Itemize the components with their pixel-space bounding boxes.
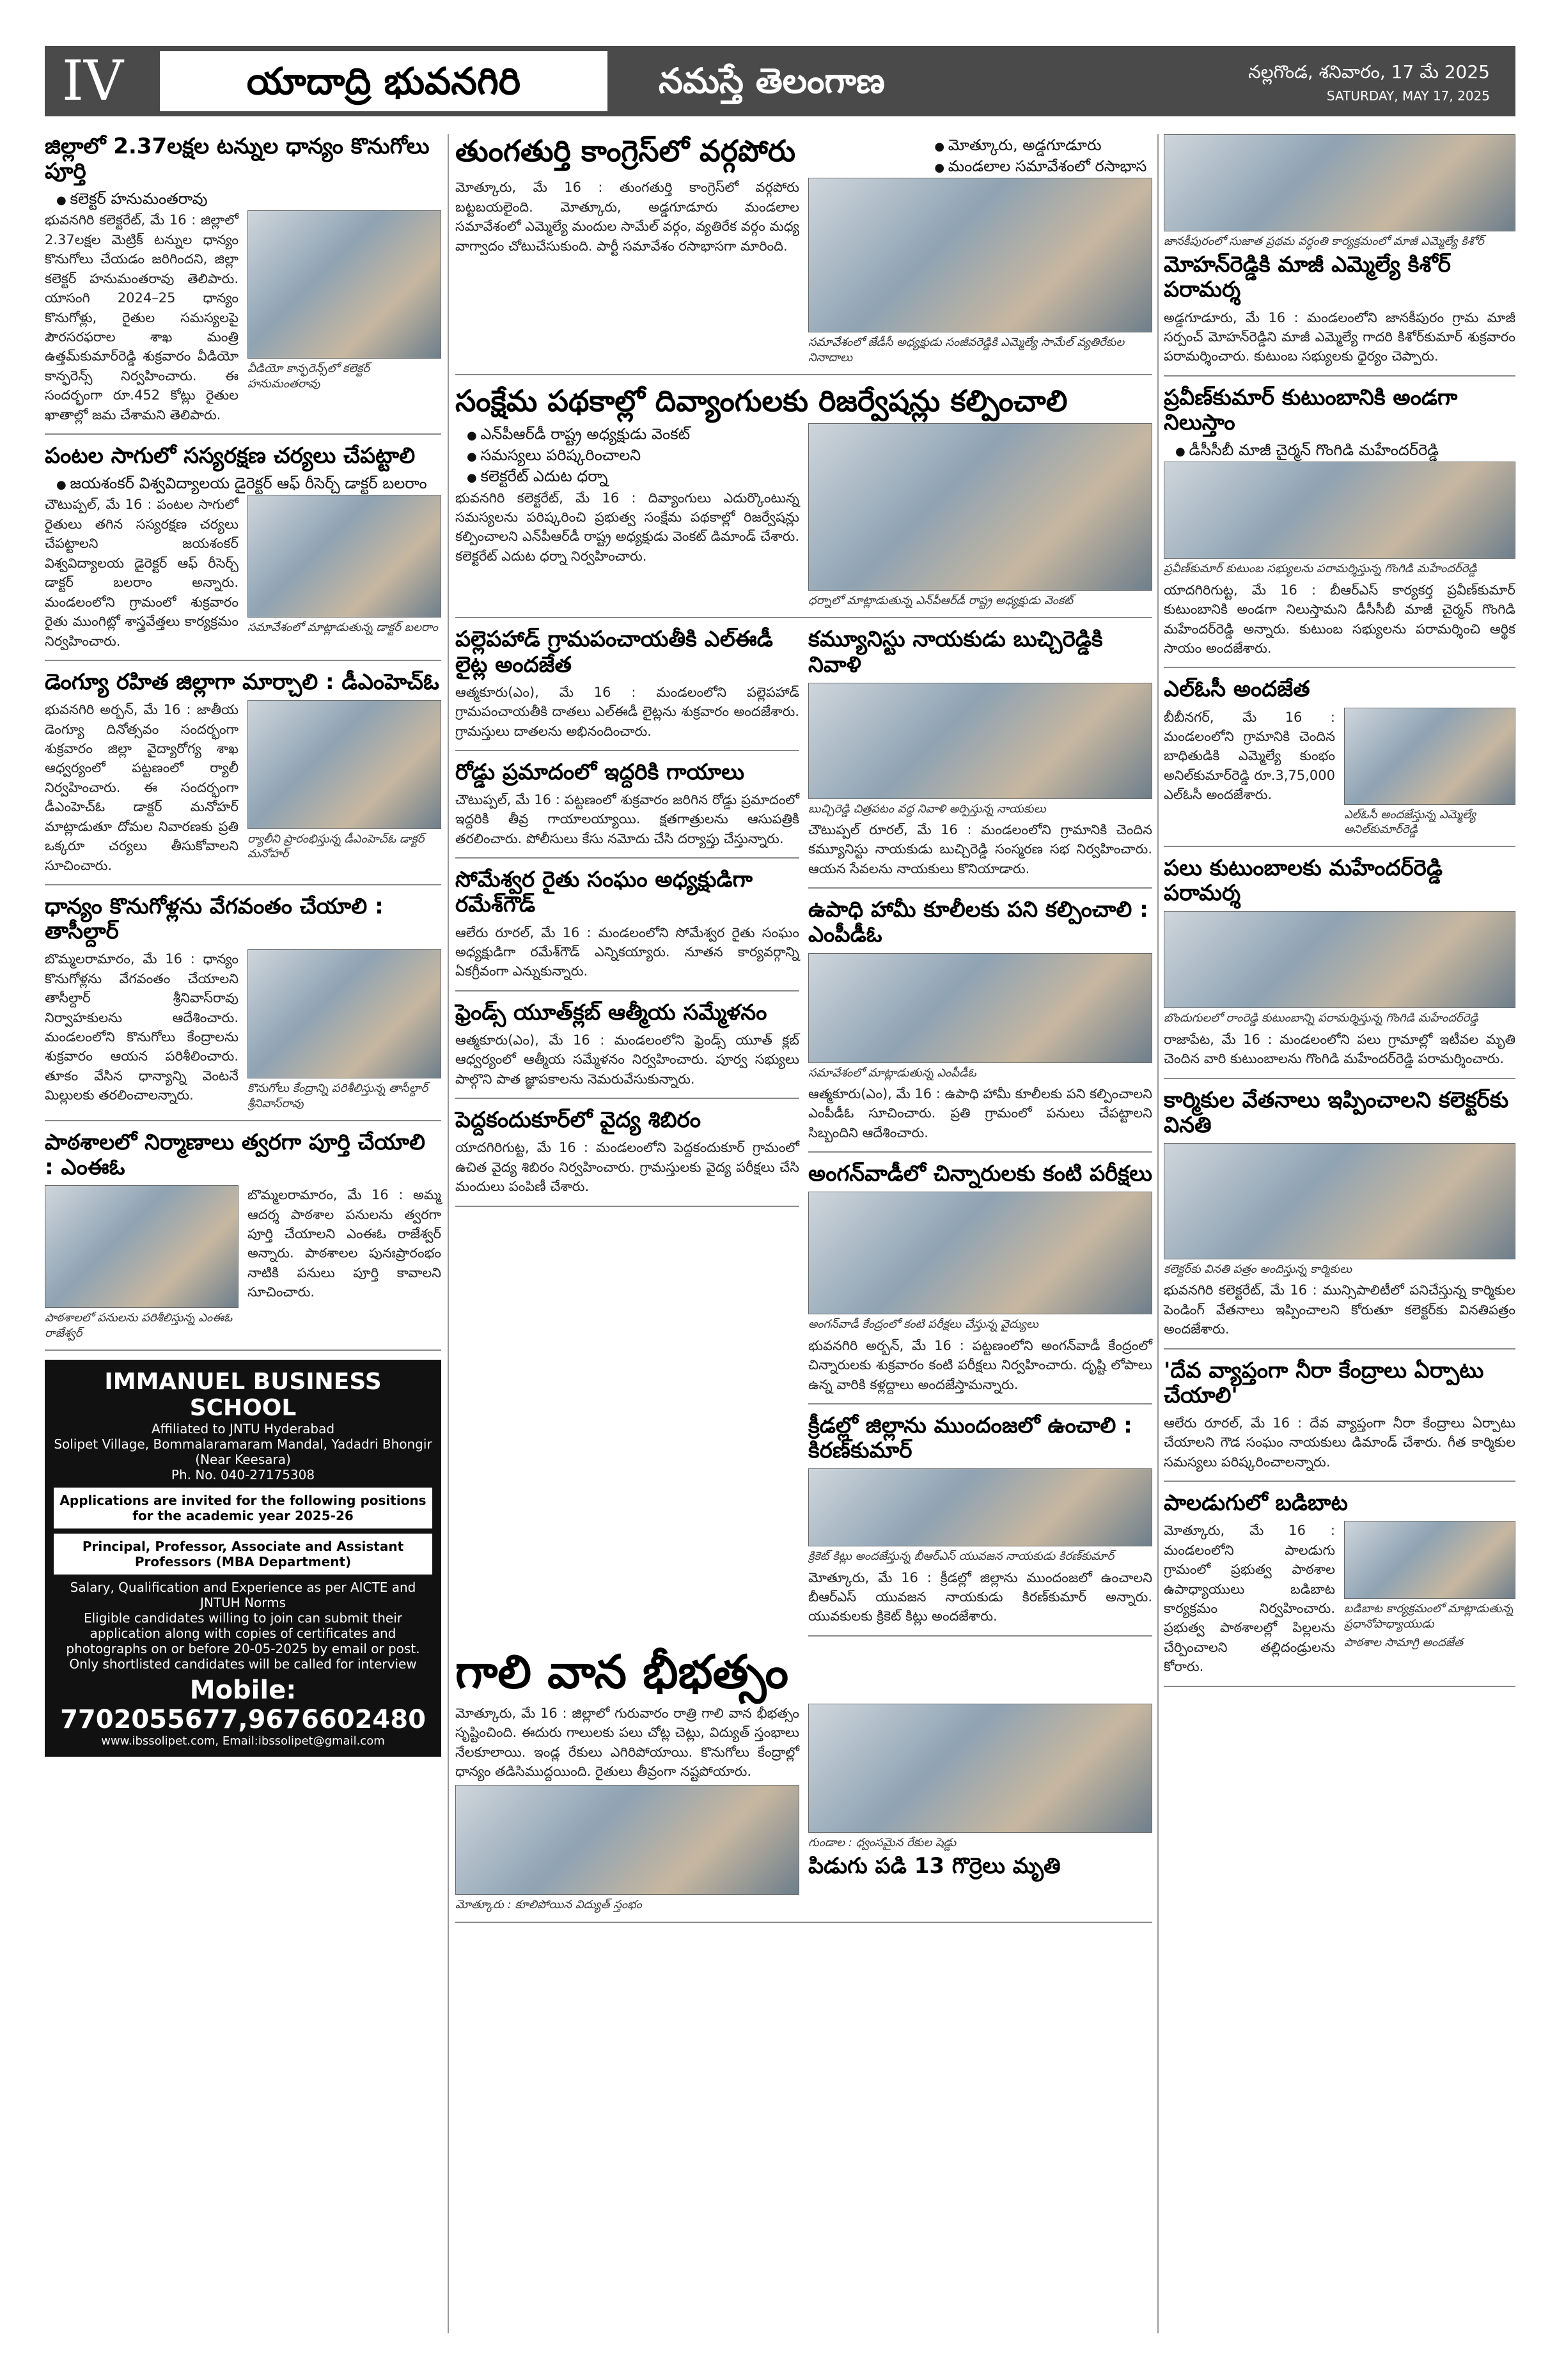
- photo-caption: ఎల్ఓసీ అందజేస్తున్న ఎమ్మెల్యే అనిల్‌కుమార్‌రెడ్డి: [1344, 807, 1476, 836]
- article: [1164, 1358, 1515, 1482]
- article-body: యాదగిరిగుట్ట, మే 16 : మండలంలోని పెద్దకందుకూర్ గ్రామంలో ఉచిత వైద్య శిబిరం నిర్వహించారు. గ్రామస్తులకు వైద్య పరీక్షలు చేసి మందులు పంపిణీ చేశారు.: [455, 1140, 799, 1195]
- article-body: మోత్కూరు, మే 16 : క్రీడల్లో జిల్లాను ముందంజలో ఉంచాలని బీఆర్ఎస్ యువజన నాయకుడు కిరణ్‌కుమార్ అన్నారు. యువకులకు క్రికెట్ కిట్లు అందజేశారు.: [808, 1569, 1152, 1624]
- headline: రోడ్డు ప్రమాదంలో ఇద్దరికి గాయాలు: [455, 759, 744, 785]
- subhead: ● జయశంకర్ విశ్వవిద్యాలయ డైరెక్టర్ ఆఫ్ రీసెర్చ్ డాక్టర్ బలరాం: [56, 474, 441, 494]
- article-body: చౌటుప్పల్ రూరల్, మే 16 : మండలంలోని గ్రామానికి చెందిన కమ్యూనిస్టు నాయకుడు బుచ్చిరెడ్డి సంస్మరణ సభ నిర్వహించారు. ఆయన సేవలను నాయకులు కొనియాడారు.: [808, 822, 1152, 876]
- ad-affiliation: Affiliated to JNTU Hyderabad: [151, 1420, 335, 1436]
- article-body: భువనగిరి కలెక్టరేట్, మే 16 : జిల్లాలో 2.37లక్షల మెట్రిక్ టన్నుల ధాన్యం కొనుగోలు చేయడం జరిగిందని, జిల్లా కలెక్టర్ హనుమంతరావు తెలిపారు. యాసంగి 2024–25 ధాన్యం కొనుగోళ్లు, రైతుల సమస్యలపై పౌరసరఫరాల శాఖ మంత్రి ఉత్తమ్‌కుమార్‌రెడ్డి శుక్రవారం వీడియో కాన్ఫరెన్స్ నిర్వహించారు. ఈ సందర్భంగా రూ.452 కోట్లు రైతుల ఖాతాల్లో జమ చేశామని తెలిపారు.: [45, 212, 239, 423]
- article: [455, 627, 799, 751]
- photo-caption: ప్రవీణ్‌కుమార్ కుటుంబ సభ్యులను పరామర్శిస్తున్న గొంగిడి మహేందర్‌రెడ్డి: [1164, 562, 1477, 576]
- article: [45, 670, 441, 885]
- subhead: ● కలెక్టరేట్ ఎదుట ధర్నా: [467, 467, 799, 486]
- article: [455, 867, 799, 992]
- date-english: SATURDAY, MAY 17, 2025: [1326, 88, 1490, 104]
- news-photo: [808, 423, 1152, 591]
- photo-caption: అంగన్‌వాడీ కేంద్రంలో కంటి పరీక్షలు చేస్తున్న వైద్యులు: [808, 1318, 1038, 1332]
- article-body: ఆత్మకూరు(ఎం), మే 16 : మండలంలోని పల్లెపహాడ్ గ్రామపంచాయతీకి దాతలు ఎల్ఈడీ లైట్లను శుక్రవారం అందజేశారు. గ్రామస్తులు దాతలను అభినందించారు.: [455, 684, 799, 739]
- news-photo: [1164, 134, 1515, 231]
- article-body: ఆత్మకూరు(ఎం), మే 16 : ఉపాధి హామీ కూలీలకు పని కల్పించాలని ఎంపీడీఓ సూచించారు. ప్రతి గ్రామంలో పనులు చేపట్టాలని సిబ్బందిని ఆదేశించారు.: [808, 1085, 1152, 1140]
- article-body: ఆత్మకూరు(ఎం), మే 16 : మండలంలోని ఫ్రెండ్స్ యూత్ క్లబ్ ఆధ్వర్యంలో ఆత్మీయ సమ్మేళనం నిర్వహించారు. పూర్వ సభ్యులు పాల్గొని పాత జ్ఞాపకాలను నెమరువేసుకున్నారు.: [455, 1032, 799, 1087]
- photo-caption: సమావేశంలో మాట్లాడుతున్న ఎంపీడీఓ: [808, 1066, 976, 1080]
- column-left: [45, 134, 441, 1757]
- headline: ధాన్యం కొనుగోళ్లను వేగవంతం చేయాలి : తాసీల్దార్: [45, 894, 384, 945]
- headline: పాఠశాలలో నిర్మాణాలు త్వరగా పూర్తి చేయాలి : ఎంఈఓ: [45, 1129, 425, 1181]
- photo-caption: కలెక్టర్‌కు వినతి పత్రం అందిస్తున్న కార్మికులు: [1164, 1262, 1352, 1276]
- news-photo: [455, 1785, 799, 1895]
- ad-school-name: IMMANUEL BUSINESS SCHOOL: [104, 1368, 382, 1421]
- date-telugu: నల్లగొండ, శనివారం, 17 మే 2025: [1248, 61, 1490, 82]
- photo-caption: బడిబాట కార్యక్రమంలో మాట్లాడుతున్న ప్రధానోపాధ్యాయుడు: [1344, 1602, 1514, 1631]
- article: [455, 760, 799, 859]
- photo-caption: గుండాల : ధ్వంసమైన రేకుల షెడ్డు: [808, 1835, 957, 1849]
- news-photo: [1164, 462, 1515, 559]
- article: [45, 444, 441, 661]
- section-title: యాదాద్రి భువనగిరి: [160, 51, 607, 111]
- article: [45, 1130, 441, 1351]
- headline: కార్మికుల వేతనాలు ఇప్పించాలని కలెక్టర్‌కు వినతి: [1164, 1087, 1509, 1138]
- news-photo: [1344, 708, 1515, 805]
- news-photo: [808, 1704, 1152, 1833]
- article: [808, 898, 1152, 1153]
- article: [45, 894, 441, 1121]
- article: [455, 1108, 799, 1206]
- paper-name: నమస్తే తెలంగాణ: [659, 61, 885, 101]
- headline: జిల్లాలో 2.37లక్షల టన్నుల ధాన్యం కొనుగోలు పూర్తి: [45, 134, 430, 185]
- ad-apply: Eligible candidates willing to join can submit their application along with copies of certificates and photographs on or before 20-05-2025 by email or post. Only shortlisted candidates will be called for interview: [66, 1610, 420, 1672]
- article-body: భువనగిరి అర్బన్, మే 16 : పట్టణంలోని అంగన్‌వాడీ కేంద్రంలో చిన్నారులకు శుక్రవారం కంటి పరీక్షలు నిర్వహించారు. దృష్టి లోపాలు ఉన్న వారికి కళ్లద్దాలు అందజేస్తామన్నారు.: [808, 1337, 1152, 1392]
- headline: గాలి వాన భీభత్సం: [455, 1644, 789, 1699]
- article-body: భువనగిరి కలెక్టరేట్, మే 16 : మున్సిపాలిటీలో పనిచేస్తున్న కార్మికుల పెండింగ్ వేతనాలు ఇప్పించాలని కోరుతూ కలెక్టర్‌కు వినతిపత్రం అందజేశారు.: [1164, 1282, 1515, 1337]
- headline: ఉపాధి హామీ కూలీలకు పని కల్పించాలి : ఎంపీడీఓ: [808, 897, 1148, 948]
- headline: డెంగ్యూ రహిత జిల్లాగా మార్చాలి : డీఎంహెచ్ఓ: [45, 669, 439, 695]
- headline: పాలడుగులో బడిబాట: [1164, 1490, 1348, 1516]
- headline: సోమేశ్వర రైతు సంఘం అధ్యక్షుడిగా రమేశ్‌గౌడ్: [455, 867, 753, 918]
- news-photo: [1164, 911, 1515, 1008]
- news-photo: [808, 1468, 1152, 1546]
- article: [1164, 134, 1515, 377]
- subhead: ● మోత్కూరు, అడ్డగూడూరు: [934, 136, 1152, 155]
- news-photo: [808, 683, 1152, 799]
- news-photo: [1344, 1521, 1515, 1599]
- news-photo: [45, 1185, 239, 1308]
- photo-caption: జానకీపురంలో సుజాత ప్రథమ వర్ధంతి కార్యక్రమంలో మాజీ ఎమ్మెల్యే కిశోర్: [1164, 235, 1484, 248]
- headline: క్రీడల్లో జిల్లాను ముందంజలో ఉంచాలి : కిరణ్‌కుమార్: [808, 1413, 1132, 1464]
- article: [808, 1413, 1152, 1637]
- photo-caption: కొనుగోలు కేంద్రాన్ని పరిశీలిస్తున్న తాసీల్దార్ శ్రీనివాస్‌రావు: [247, 1082, 428, 1110]
- headline: ఫ్రెండ్స్ యూత్‌క్లబ్ ఆత్మీయ సమ్మేళనం: [455, 999, 767, 1025]
- headline: ప్రవీణ్‌కుమార్ కుటుంబానికి అండగా నిలుస్తాం: [1164, 384, 1458, 435]
- article: [1164, 1491, 1515, 1687]
- ad-notice: Applications are invited for the following positions for the academic year 2025-26: [54, 1488, 432, 1528]
- news-photo: [808, 1192, 1152, 1314]
- photo-caption: ర్యాలీని ప్రారంభిస్తున్న డీఎంహెచ్ఓ డాక్టర్ మనోహర్: [247, 832, 425, 861]
- news-photo: [247, 210, 441, 359]
- photo-caption: సమావేశంలో జేడీసీ అధ్యక్షుడు సంజీవరెడ్డికి ఎమ్మెల్యే సామేల్ వ్యతిరేకుల నినాదాలు: [808, 336, 1125, 364]
- headline: సంక్షేమ పథకాల్లో దివ్యాంగులకు రిజర్వేషన్లు కల్పించాలి: [455, 384, 1068, 419]
- news-photo: [808, 953, 1152, 1063]
- article-body: బొమ్మలరామారం, మే 16 : ధాన్యం కొనుగోళ్లను వేగవంతం చేయాలని తాసీల్దార్ శ్రీనివాస్‌రావు నిర్వాహకులను ఆదేశించారు. మండలంలోని కొనుగోలు కేంద్రాలను శుక్రవారం ఆయన పరిశీలించారు. తూకం వేసిన ధాన్యాన్ని వెంటనే మిల్లులకు తరలించాలన్నారు.: [45, 951, 239, 1103]
- article: [455, 134, 1152, 375]
- page-number: IV: [61, 49, 124, 113]
- article-body: మోత్కూరు, మే 16 : తుంగతుర్తి కాంగ్రెస్‌లో వర్గపోరు బట్టబయలైంది. మోత్కూరు, అడ్డగూడూరు మండలాల సమావేశంలో ఎమ్మెల్యే మందుల సామేల్ వర్గం, వ్యతిరేక వర్గం మధ్య వాగ్వాదం చోటుచేసుకుంది. పార్టీ సమావేశం రసాభాసగా మారింది.: [455, 180, 799, 254]
- headline: పెద్దకందుకూర్‌లో వైద్య శిబిరం: [455, 1107, 701, 1133]
- article-body: యాదగిరిగుట్ట, మే 16 : బీఆర్ఎస్ కార్యకర్త ప్రవీణ్‌కుమార్ కుటుంబానికి అండగా నిలుస్తామని డీసీసీబీ మాజీ చైర్మన్ గొంగిడి మహేందర్‌రెడ్డి అన్నారు. కుటుంబ సభ్యులను పరామర్శించి ఆర్థిక సాయం అందజేశారు.: [1164, 582, 1515, 656]
- photo-caption: పాఠశాల సామాగ్రి అందజేత: [1344, 1636, 1464, 1649]
- article: [808, 627, 1152, 889]
- advertisement: [45, 1360, 441, 1757]
- subhead: ● సమస్యలు పరిష్కరించాలని: [467, 446, 799, 465]
- article: [45, 134, 441, 435]
- article: [1164, 385, 1515, 669]
- column-right: [1164, 134, 1515, 1696]
- article-body: చౌటుప్పల్, మే 16 : పంటల సాగులో రైతులు తగిన సస్యరక్షణ చర్యలు చేపట్టాలని జయశంకర్ విశ్వవిద్యాలయ డైరెక్టర్ ఆఫ్ రీసెర్చ్ డాక్టర్ బలరాం అన్నారు. మండలంలోని గ్రామంలో శుక్రవారం రైతు ముంగిట్లో శాస్త్రవేత్తలు కార్యక్రమం నిర్వహించారు.: [45, 497, 239, 649]
- photo-caption: క్రికెట్ కిట్లు అందజేస్తున్న బీఆర్ఎస్ యువజన నాయకుడు కిరణ్‌కుమార్: [808, 1550, 1115, 1564]
- article: [455, 1000, 799, 1099]
- article-body: చౌటుప్పల్, మే 16 : పట్టణంలో శుక్రవారం జరిగిన రోడ్డు ప్రమాదంలో ఇద్దరికి తీవ్ర గాయాలయ్యాయి. క్షతగాత్రులను ఆసుపత్రికి తరలించారు. పోలీసులు కేసు నమోదు చేసి దర్యాప్తు చేస్తున్నారు.: [455, 792, 799, 846]
- ad-posts: Principal, Professor, Associate and Assistant Professors (MBA Department): [54, 1534, 432, 1575]
- news-photo: [1164, 1143, 1515, 1259]
- headline: అంగన్‌వాడీలో చిన్నారులకు కంటి పరీక్షలు: [808, 1161, 1152, 1187]
- subhead: ● డీసీసీబీ మాజీ చైర్మన్ గొంగిడి మహేందర్‌రెడ్డి: [1175, 440, 1515, 460]
- headline: ఎల్ఓసీ అందజేత: [1164, 676, 1310, 703]
- headline: మోహన్‌రెడ్డికి మాజీ ఎమ్మెల్యే కిశోర్ పరామర్శ: [1164, 252, 1451, 303]
- photo-caption: సమావేశంలో మాట్లాడుతున్న డాక్టర్ బలరాం: [247, 621, 438, 635]
- photo-caption: ధర్నాలో మాట్లాడుతున్న ఎన్‌పీఆర్‌డీ రాష్ట్ర అధ్యక్షుడు వెంకట్: [808, 594, 1074, 608]
- article-body: అడ్డగూడూరు, మే 16 : మండలంలోని జానకీపురం గ్రామ మాజీ సర్పంచ్ మోహన్‌రెడ్డిని మాజీ ఎమ్మెల్యే గాదరి కిశోర్‌కుమార్ శుక్రవారం పరామర్శించారు. కుటుంబ సభ్యులకు ధైర్యం చెప్పారు.: [1164, 309, 1515, 364]
- ad-web: www.ibssolipet.com, Email:ibssolipet@gmail.com: [101, 1734, 385, 1748]
- photo-caption: బొందుగులలో రాంరెడ్డి కుటుంబాన్ని పరామర్శిస్తున్న గొంగిడి మహేందర్‌రెడ్డి: [1164, 1011, 1478, 1025]
- column-middle: [455, 134, 1152, 1932]
- article: [455, 1645, 1152, 1923]
- article-body: భువనగిరి కలెక్టరేట్, మే 16 : దివ్యాంగులు ఎదుర్కొంటున్న సమస్యలను పరిష్కరించి ప్రభుత్వ సంక్షేమ పథకాల్లో రిజర్వేషన్లు కల్పించాలని ఎన్‌పీఆర్‌డీ రాష్ట్ర అధ్యక్షుడు వెంకట్ డిమాండ్ చేశారు. కలెక్టరేట్ ఎదుట ధర్నా నిర్వహించారు.: [455, 490, 799, 564]
- headline: కమ్యూనిస్టు నాయకుడు బుచ్చిరెడ్డికి నివాళి: [808, 626, 1103, 678]
- subhead: ● కలెక్టర్ హనుమంతరావు: [56, 189, 441, 209]
- headline: తుంగతుర్తి కాంగ్రెస్‌లో వర్గపోరు: [455, 134, 796, 168]
- article: [1164, 1088, 1515, 1349]
- article-body: ఆలేరు రూరల్, మే 16 : మండలంలోని సోమేశ్వర రైతు సంఘం అధ్యక్షుడిగా రమేశ్‌గౌడ్ ఎన్నికయ్యారు. నూతన కార్యవర్గాన్ని ఏకగ్రీవంగా ఎన్నుకున్నారు.: [455, 924, 799, 979]
- subhead: ● ఎన్‌పీఆర్‌డీ రాష్ట్ర అధ్యక్షుడు వెంకట్: [467, 424, 799, 444]
- article: [455, 384, 1152, 618]
- article-body: బొమ్మలరామారం, మే 16 : అమ్మ ఆదర్శ పాఠశాల పనులను త్వరగా పూర్తి చేయాలని ఎంఈఓ రాజేశ్వర్ అన్నారు. పాఠశాలల పునఃప్రారంభం నాటికి పనులు పూర్తి కావాలని సూచించారు.: [247, 1187, 441, 1300]
- news-photo: [247, 700, 441, 829]
- headline: పంటల సాగులో సస్యరక్షణ చర్యలు చేపట్టాలి: [45, 443, 416, 469]
- photo-caption: వీడియో కాన్ఫరెన్స్‌లో కలెక్టర్ హనుమంతరావు: [247, 362, 370, 391]
- ad-mobile: Mobile: 7702055677,9676602480: [60, 1675, 426, 1734]
- photo-caption: పాఠశాలలో పనులను పరిశీలిస్తున్న ఎంఈఓ రాజేశ్వర్: [45, 1311, 233, 1340]
- column-divider: [448, 134, 449, 2333]
- subhead: ● మండలాల సమావేశంలో రసాభాస: [934, 157, 1152, 176]
- article-body: ఆలేరు రూరల్, మే 16 : దేవ వ్యాప్తంగా నీరా కేంద్రాలు ఏర్పాటు చేయాలని గౌడ సంఘం నాయకులు డిమాండ్ చేశారు. గీత కార్మికుల సమస్యలు పరిష్కరించాలన్నారు.: [1164, 1415, 1515, 1470]
- headline: పలు కుటుంబాలకు మహేందర్‌రెడ్డి పరామర్శ: [1164, 855, 1443, 906]
- news-photo: [247, 949, 441, 1078]
- article-body: బీబీనగర్, మే 16 : మండలంలోని గ్రామానికి చెందిన బాధితుడికి ఎమ్మెల్యే కుంభం అనిల్‌కుమార్‌రెడ్డి రూ.3,75,000 ఎల్ఓసీ అందజేశారు.: [1164, 709, 1335, 803]
- ad-address: Solipet Village, Bommalaramaram Mandal, Yadadri Bhongir (Near Keesara): [54, 1436, 432, 1467]
- ad-phone: Ph. No. 040-27175308: [171, 1466, 315, 1482]
- news-photo: [247, 495, 441, 618]
- news-photo: [808, 178, 1152, 332]
- photo-caption: మోత్కూరు : కూలిపోయిన విద్యుత్ స్తంభం: [455, 1898, 642, 1912]
- headline: 'దేవ వ్యాప్తంగా నీరా కేంద్రాలు ఏర్పాటు చేయాలి': [1164, 1357, 1484, 1408]
- ad-salary: Salary, Qualification and Experience as per AICTE and JNTUH Norms: [70, 1579, 416, 1610]
- article: [808, 1162, 1152, 1404]
- article-body: భువనగిరి అర్బన్, మే 16 : జాతీయ డెంగ్యూ దినోత్సవం సందర్భంగా శుక్రవారం జిల్లా వైద్యారోగ్య శాఖ ఆధ్వర్యంలో పట్టణంలో ర్యాలీ నిర్వహించారు. ఈ సందర్భంగా డీఎంహెచ్ఓ డాక్టర్ మనోహర్ మాట్లాడుతూ దోమల నివారణకు ప్రతి ఒక్కరూ చర్యలు తీసుకోవాలని సూచించారు.: [45, 702, 239, 873]
- article-body: రాజాపేట, మే 16 : మండలంలోని పలు గ్రామాల్లో ఇటీవల మృతి చెందిన వారి కుటుంబాలను గొంగిడి మహేందర్‌రెడ్డి పరామర్శించారు.: [1164, 1031, 1515, 1067]
- page-header: [45, 46, 1515, 116]
- article: [1164, 856, 1515, 1078]
- article-body: మోత్కూరు, మే 16 : జిల్లాలో గురువారం రాత్రి గాలి వాన భీభత్సం సృష్టించింది. ఈదురు గాలులకు పలు చోట్ల చెట్లు, విద్యుత్ స్తంభాలు నేలకూలాయి. ఇండ్ల రేకులు ఎగిరిపోయాయి. కొనుగోలు కేంద్రాల్లో ధాన్యం తడిసిముద్దయింది. రైతులు తీవ్రంగా నష్టపోయారు.: [455, 1705, 799, 1780]
- column-divider: [1157, 134, 1159, 2333]
- subheadline: పిడుగు పడి 13 గొర్రెలు మృతి: [808, 1853, 1061, 1879]
- headline: పల్లెపహాడ్ గ్రామపంచాయతీకి ఎల్ఈడీ లైట్ల అందజేత: [455, 626, 773, 678]
- article-body: మోత్కూరు, మే 16 : మండలంలోని పాలడుగు గ్రామంలో ప్రభుత్వ పాఠశాల ఉపాధ్యాయులు బడిబాట కార్యక్రమం నిర్వహించారు. ప్రభుత్వ పాఠశాలల్లో పిల్లలను చేర్పించాలని తల్లిదండ్రులను కోరారు.: [1164, 1523, 1335, 1675]
- photo-caption: బుచ్చిరెడ్డి చిత్రపటం వద్ద నివాళి అర్పిస్తున్న నాయకులు: [808, 802, 1046, 816]
- article: [1164, 677, 1515, 847]
